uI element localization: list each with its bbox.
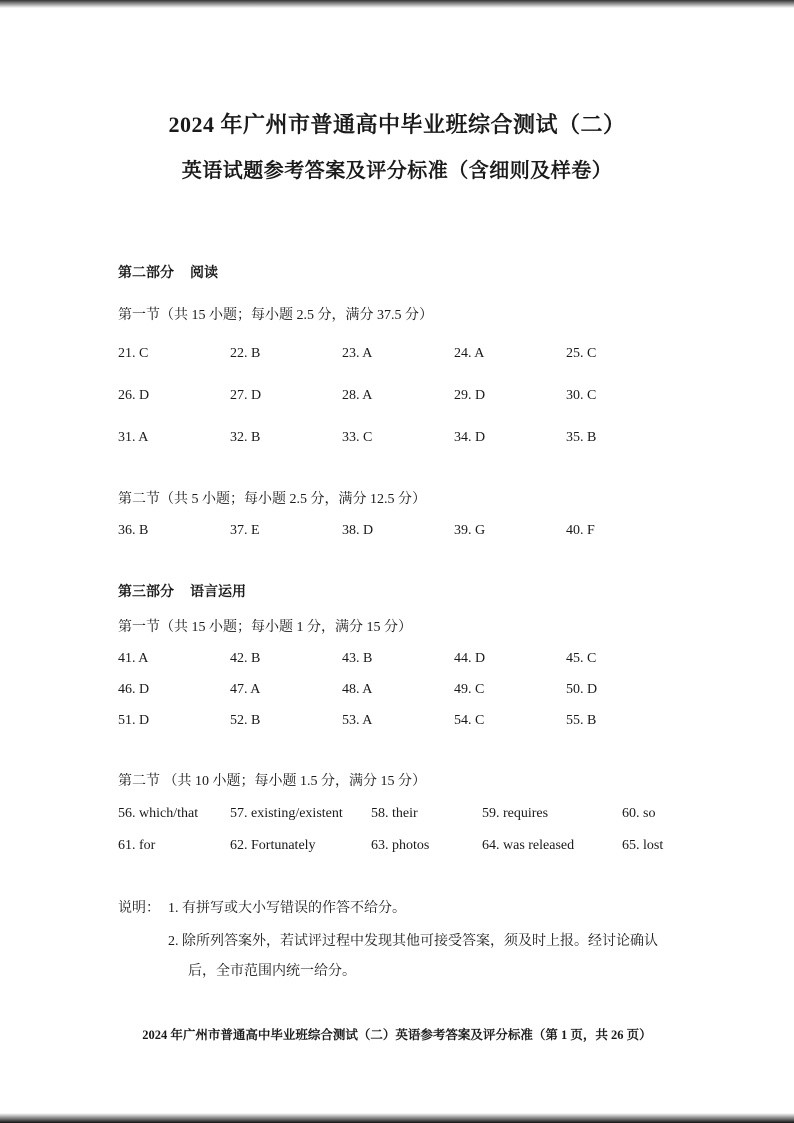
answer-61: 61. for xyxy=(118,838,156,853)
answer-34: 34. D xyxy=(454,430,486,445)
answer-35: 35. B xyxy=(566,430,597,445)
answer-53: 53. A xyxy=(342,713,373,728)
answer-55: 55. B xyxy=(566,713,597,728)
scan-edge-bottom xyxy=(0,1113,794,1123)
answer-46: 46. D xyxy=(118,682,150,697)
note-item-2: 2. 除所列答案外，若试评过程中发现其他可接受答案，须及时上报。经讨论确认 xyxy=(168,934,658,949)
part3-heading xyxy=(118,581,246,601)
answer-24: 24. A xyxy=(454,346,485,361)
answer-31: 31. A xyxy=(118,430,149,445)
answer-27: 27. D xyxy=(230,388,262,403)
answer-45: 45. C xyxy=(566,651,597,666)
part3-section2-heading: 第二节 （共 10 小题；每小题 1.5 分，满分 15 分） xyxy=(118,774,426,789)
answer-62: 62. Fortunately xyxy=(230,838,316,853)
page-title: 2024 年广州市普通高中毕业班综合测试（二） xyxy=(168,112,626,137)
answer-40: 40. F xyxy=(566,523,595,538)
answer-44: 44. D xyxy=(454,651,486,666)
answer-38: 38. D xyxy=(342,523,374,538)
answer-43: 43. B xyxy=(342,651,373,666)
answer-57: 57. existing/existent xyxy=(230,806,343,821)
answer-64: 64. was released xyxy=(482,838,575,853)
answer-39: 39. G xyxy=(454,523,486,538)
answer-49: 49. C xyxy=(454,682,485,697)
answer-56: 56. which/that xyxy=(118,806,199,821)
part2-heading xyxy=(118,262,218,282)
answer-30: 30. C xyxy=(566,388,597,403)
answer-33: 33. C xyxy=(342,430,373,445)
answer-47: 47. A xyxy=(230,682,261,697)
answer-65: 65. lost xyxy=(622,838,664,853)
page-subtitle: 英语试题参考答案及评分标准（含细则及样卷） xyxy=(181,160,613,182)
answer-22: 22. B xyxy=(230,346,261,361)
answer-37: 37. E xyxy=(230,523,260,538)
answer-21: 21. C xyxy=(118,346,149,361)
answer-25: 25. C xyxy=(566,346,597,361)
answer-50: 50. D xyxy=(566,682,598,697)
note-item-2-continued: 后，全市范围内统一给分。 xyxy=(188,964,356,979)
notes-label: 说明： xyxy=(118,901,160,916)
answer-23: 23. A xyxy=(342,346,373,361)
answer-54: 54. C xyxy=(454,713,485,728)
part2-label: 第二部分 xyxy=(118,266,174,281)
part2-section2-heading: 第二节（共 5 小题；每小题 2.5 分，满分 12.5 分） xyxy=(118,492,426,507)
part2-name: 阅读 xyxy=(190,266,218,281)
answer-60: 60. so xyxy=(622,806,656,821)
part2-section1-heading: 第一节（共 15 小题；每小题 2.5 分，满分 37.5 分） xyxy=(118,308,433,323)
answer-63: 63. photos xyxy=(371,838,430,853)
answer-48: 48. A xyxy=(342,682,373,697)
scan-edge-top xyxy=(0,0,794,8)
part3-section1-heading: 第一节（共 15 小题；每小题 1 分，满分 15 分） xyxy=(118,620,412,635)
answer-36: 36. B xyxy=(118,523,149,538)
answer-58: 58. their xyxy=(371,806,418,821)
page-footer: 2024 年广州市普通高中毕业班综合测试（二）英语参考答案及评分标准（第 1 页，共 26 页） xyxy=(142,1028,652,1042)
part3-name: 语言运用 xyxy=(190,585,246,600)
answer-28: 28. A xyxy=(342,388,373,403)
answer-59: 59. requires xyxy=(482,806,549,821)
answer-52: 52. B xyxy=(230,713,261,728)
part3-label: 第三部分 xyxy=(118,585,174,600)
answer-26: 26. D xyxy=(118,388,150,403)
note-item-1: 1. 有拼写或大小写错误的作答不给分。 xyxy=(168,901,406,916)
answer-32: 32. B xyxy=(230,430,261,445)
answer-41: 41. A xyxy=(118,651,149,666)
answer-29: 29. D xyxy=(454,388,486,403)
answer-51: 51. D xyxy=(118,713,150,728)
answer-42: 42. B xyxy=(230,651,261,666)
